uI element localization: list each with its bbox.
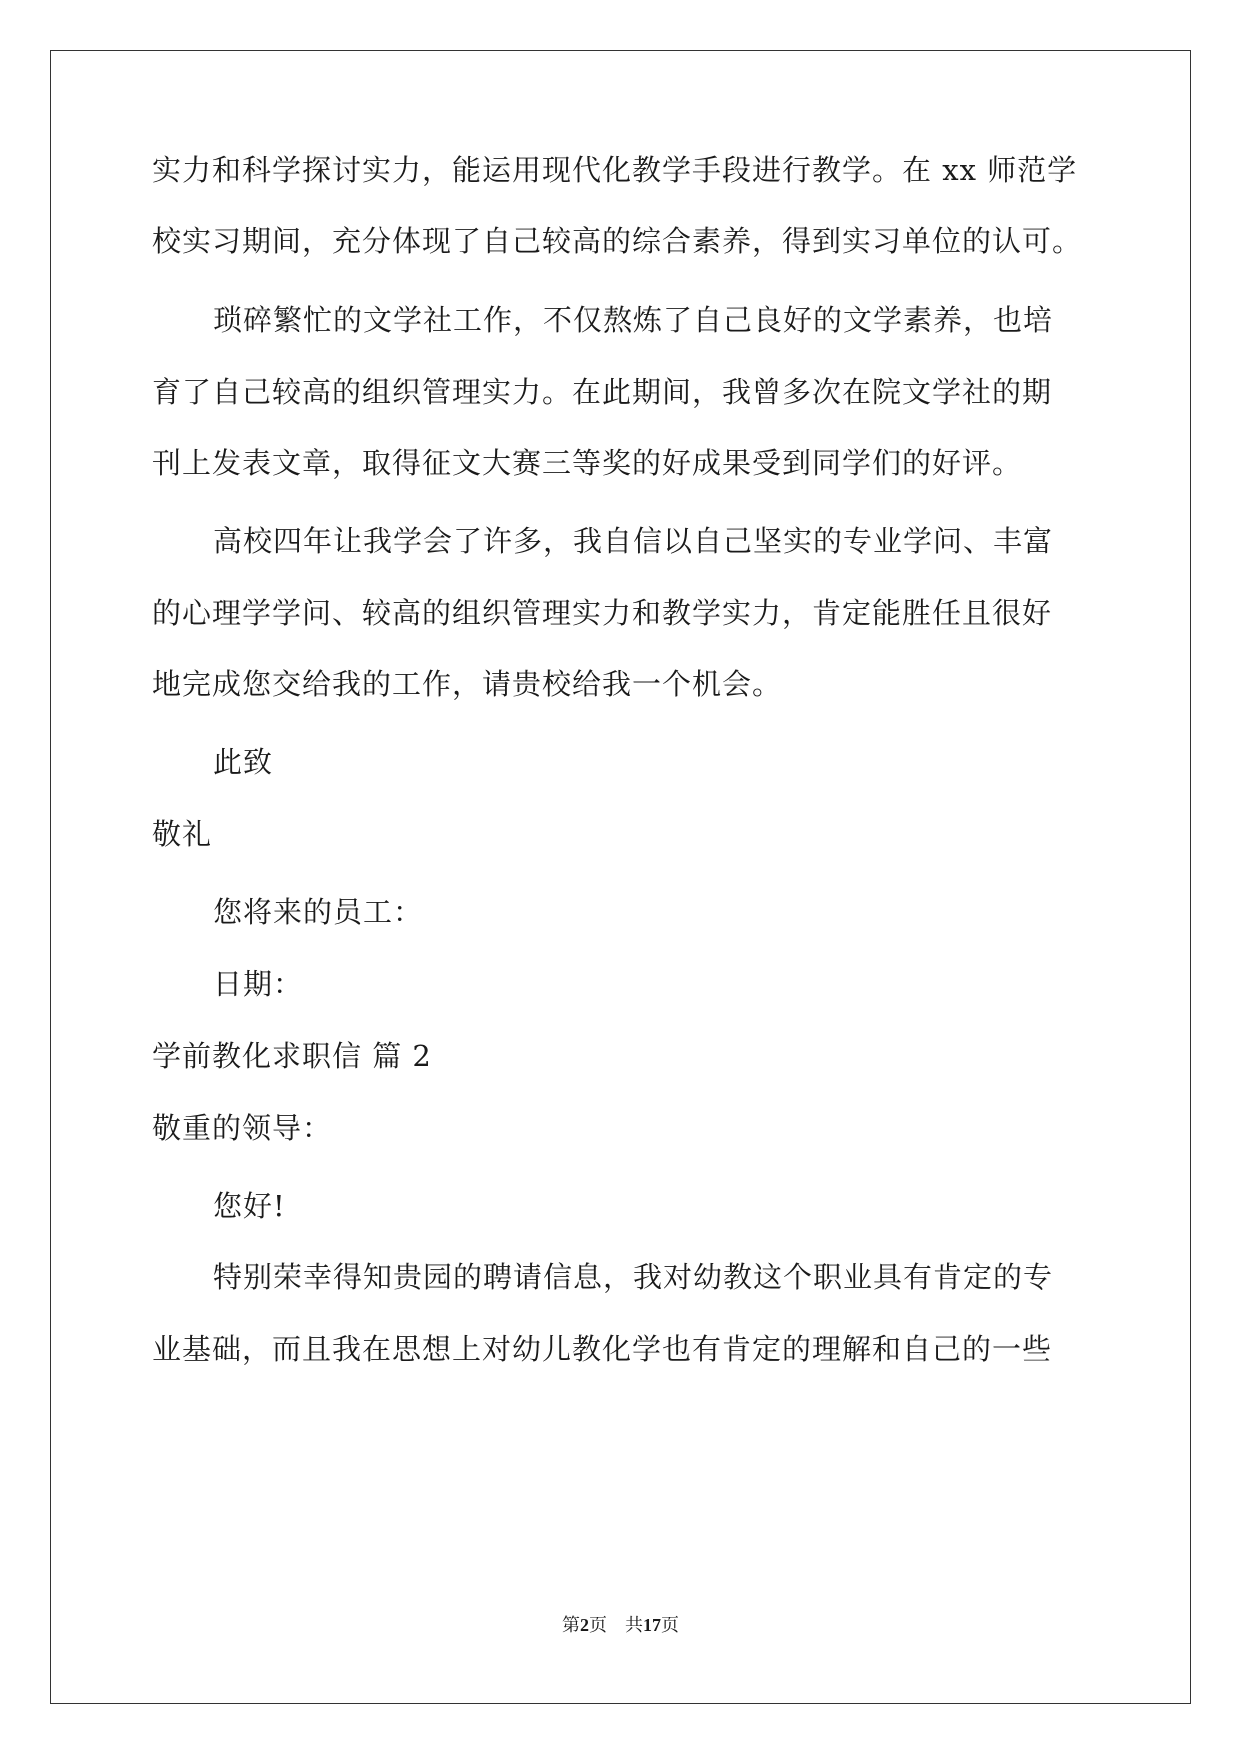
paragraph-line: 特别荣幸得知贵园的聘请信息，我对幼教这个职业具有肯定的专: [213, 1260, 1054, 1294]
paragraph-line: 琐碎繁忙的文学社工作，不仅熬炼了自己良好的文学素养，也培: [213, 303, 1054, 337]
page-prefix: 第: [562, 1615, 580, 1635]
page-footer: [0, 1613, 1241, 1637]
date-label: 日期：: [213, 967, 304, 1001]
greeting: 您好!: [213, 1189, 286, 1223]
paragraph-line: 业基础，而且我在思想上对幼儿教化学也有肯定的理解和自己的一些: [152, 1332, 1053, 1366]
paragraph-line: 地完成您交给我的工作，请贵校给我一个机会。: [152, 667, 783, 701]
page-border: [50, 50, 1191, 1704]
section-heading: 学前教化求职信 篇 2: [152, 1039, 432, 1073]
salutation-closing: 敬礼: [152, 817, 213, 851]
closing-phrase: 此致: [213, 745, 274, 779]
paragraph-line: 育了自己较高的组织管理实力。在此期间，我曾多次在院文学社的期: [152, 375, 1053, 409]
total-suffix: 页: [661, 1615, 679, 1635]
page-suffix: 页: [589, 1615, 607, 1635]
paragraph-line: 高校四年让我学会了许多，我自信以自己坚实的专业学问、丰富: [213, 524, 1054, 558]
letter-salutation: 敬重的领导：: [152, 1111, 333, 1145]
page-number: 2: [580, 1615, 589, 1635]
signature-label: 您将来的员工：: [213, 895, 424, 929]
total-pages: 17: [643, 1615, 661, 1635]
paragraph-line: 刊上发表文章，取得征文大赛三等奖的好成果受到同学们的好评。: [152, 446, 1023, 480]
paragraph-line: 校实习期间，充分体现了自己较高的综合素养，得到实习单位的认可。: [152, 224, 1083, 258]
total-prefix: 共: [625, 1615, 643, 1635]
paragraph-line: 实力和科学探讨实力，能运用现代化教学手段进行教学。在 xx 师范学: [152, 153, 1078, 187]
paragraph-line: 的心理学学问、较高的组织管理实力和教学实力，肯定能胜任且很好: [152, 596, 1053, 630]
